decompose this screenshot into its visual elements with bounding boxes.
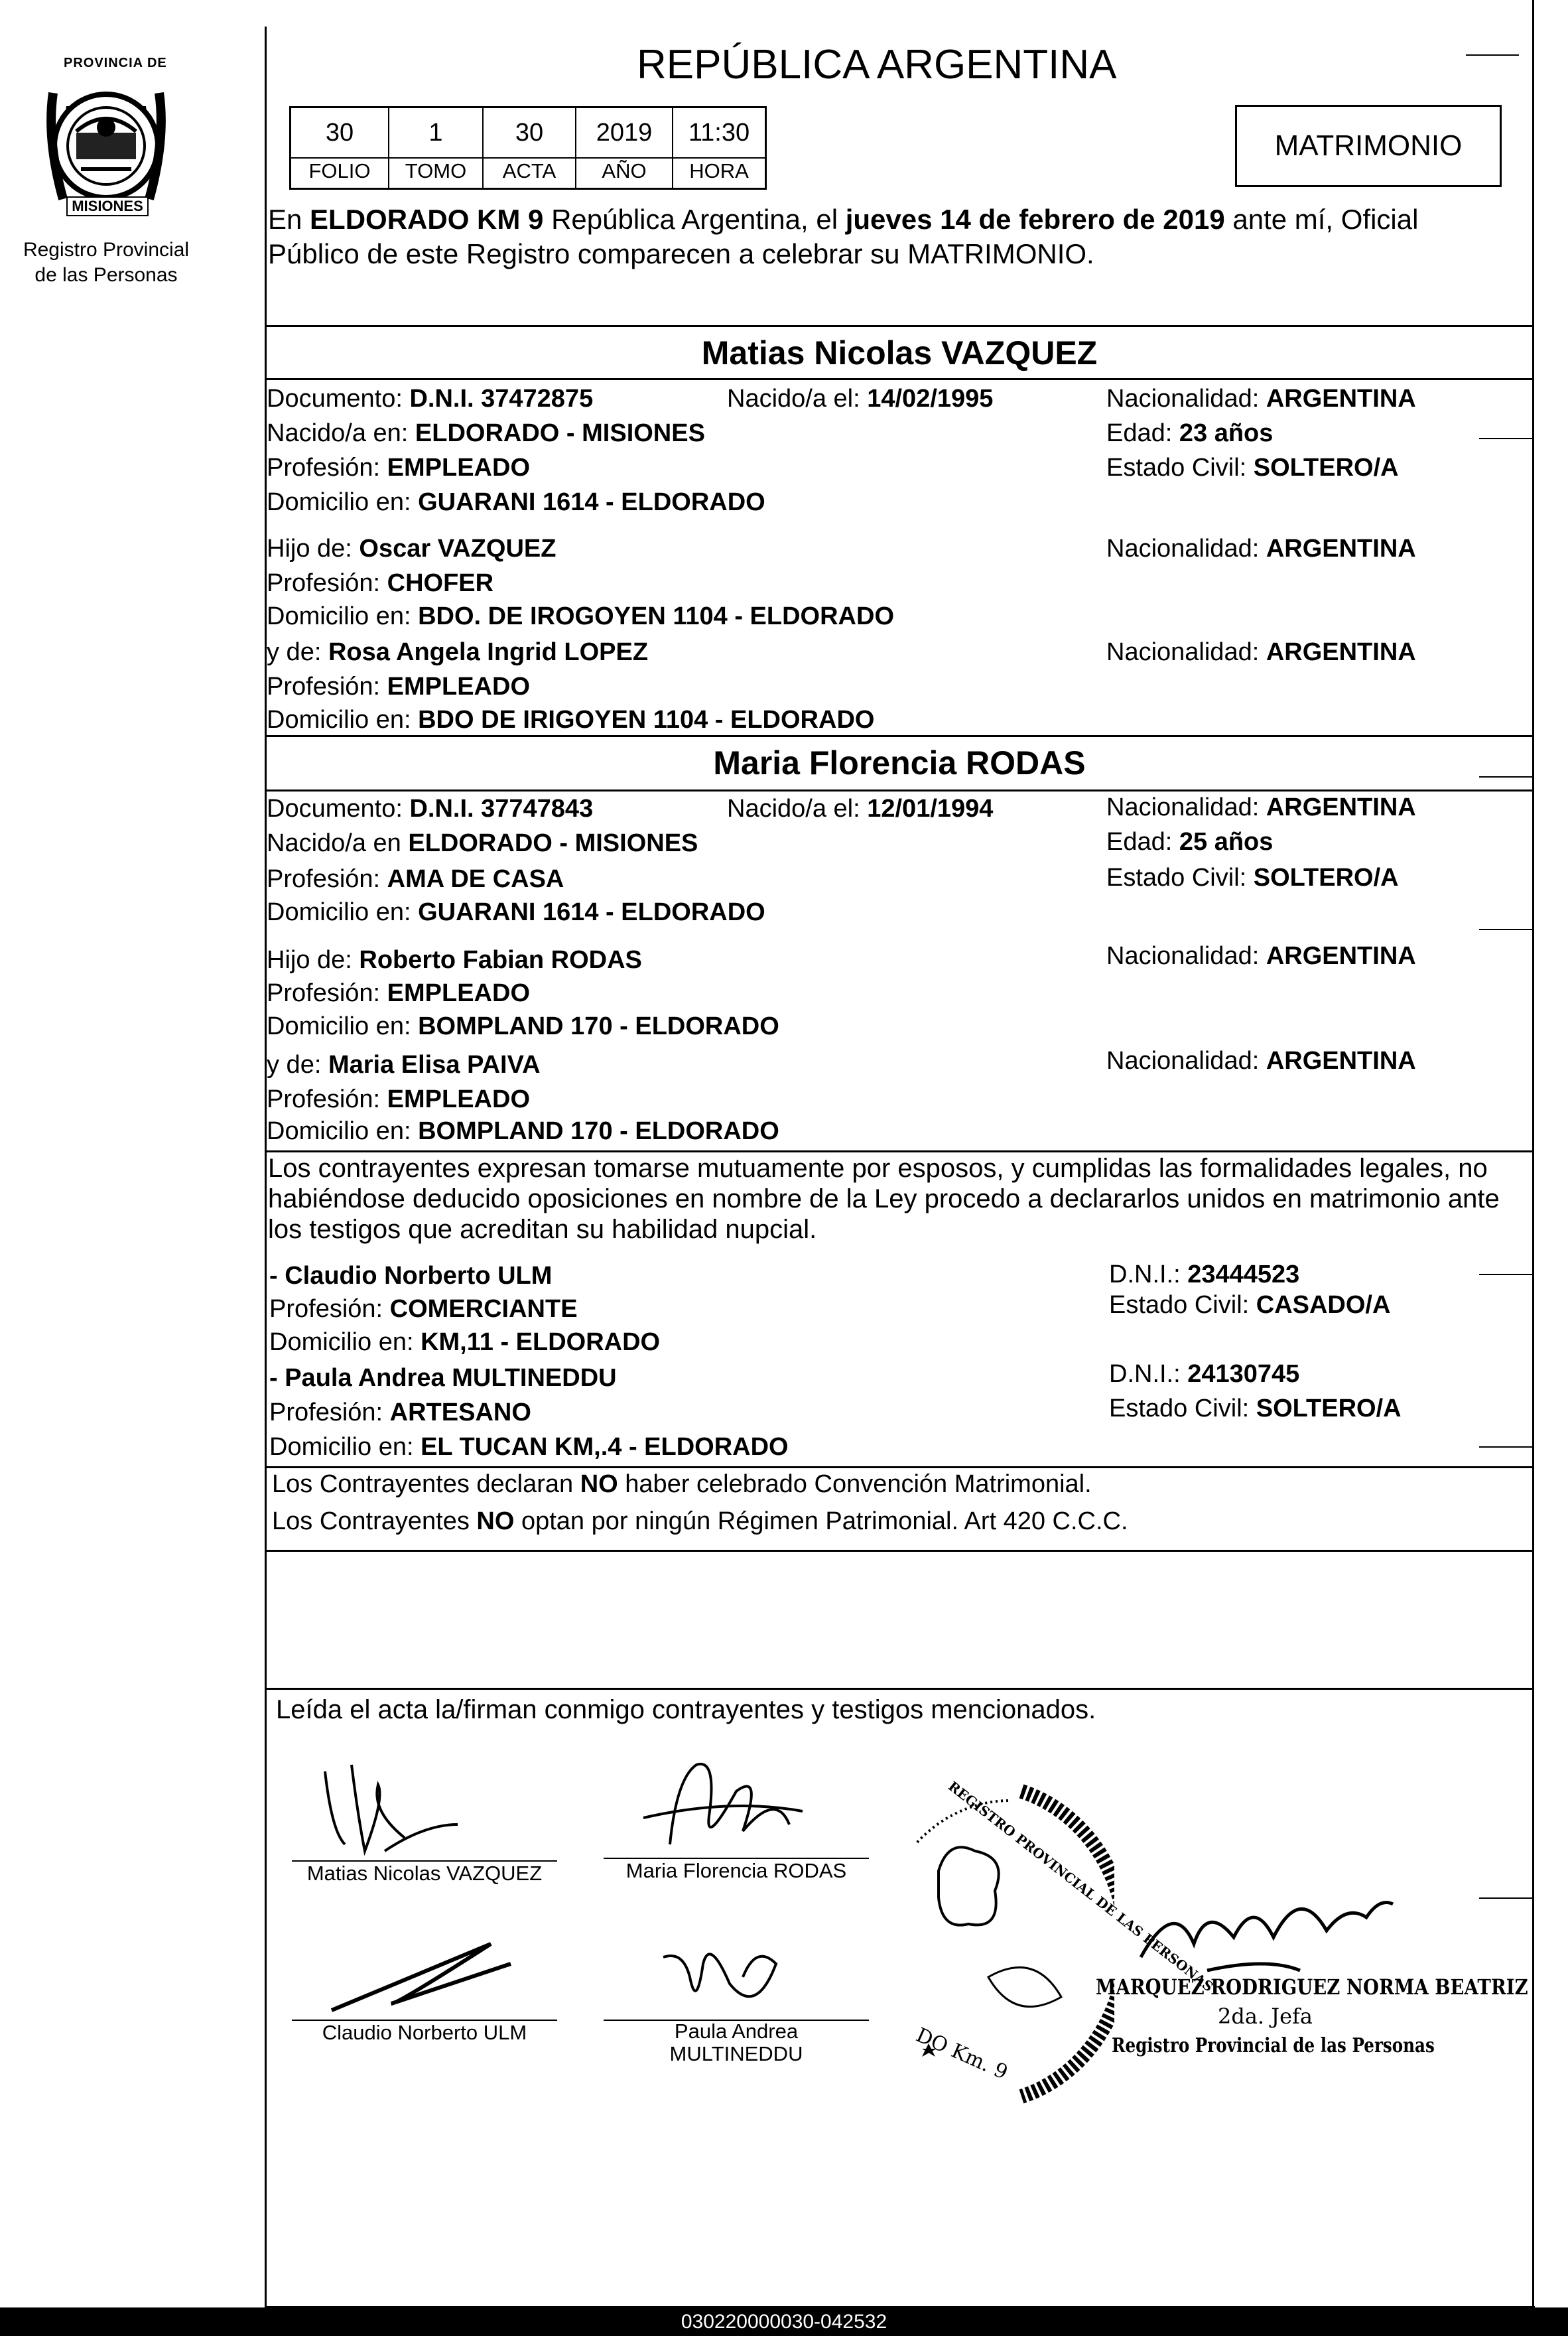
section-divider [265, 378, 1534, 380]
groom-mother-address: Domicilio en: BDO DE IRIGOYEN 1104 - ELDORADO [267, 706, 875, 734]
section-divider [265, 790, 1534, 791]
bride-document: Documento: D.N.I. 37747843 [267, 795, 594, 823]
groom-signature-icon [305, 1758, 478, 1864]
registry-line-1: Registro Provincial [23, 239, 190, 261]
groom-father-address: Domicilio en: BDO. DE IROGOYEN 1104 - ELDORADO [267, 602, 894, 630]
witness-2-civil-status: Estado Civil: SOLTERO/A [1109, 1395, 1402, 1422]
bride-father-address: Domicilio en: BOMPLAND 170 - ELDORADO [267, 1012, 779, 1040]
read-statement: Leída el acta la/firman conmigo contrayentes y testigos mencionados. [276, 1695, 1096, 1724]
scan-edge-mark [1479, 929, 1532, 930]
bride-mother: y de: Maria Elisa PAIVA [267, 1051, 541, 1079]
declaration-line-2: habiéndose deducido oposiciones en nombre de la Ley procedo a declararlos unidos en matrimonio ante [268, 1184, 1500, 1213]
bride-father-profession: Profesión: EMPLEADO [267, 979, 531, 1007]
bride-mother-profession: Profesión: EMPLEADO [267, 1085, 531, 1113]
official-name: MARQUEZ RODRIGUEZ NORMA BEATRIZ [1096, 1974, 1528, 2000]
bride-civil-status: Estado Civil: SOLTERO/A [1106, 864, 1399, 892]
groom-father-nationality: Nacionalidad: ARGENTINA [1106, 535, 1416, 563]
document-title: REPÚBLICA ARGENTINA [637, 42, 1117, 88]
declaration-line-3: los testigos que acreditan su habilidad nupcial. [268, 1215, 817, 1244]
witness-2-signature-label-2: MULTINEDDU [669, 2042, 803, 2065]
registry-line-2: de las Personas [34, 264, 178, 286]
scan-edge-mark [1479, 776, 1532, 778]
witness-1-dni: D.N.I.: 23444523 [1109, 1261, 1300, 1288]
witness-1-name: - Claudio Norberto ULM [269, 1262, 553, 1290]
field-folio: 30 FOLIO [291, 108, 389, 189]
groom-birth-place: Nacido/a en: ELDORADO - MISIONES [267, 419, 705, 447]
witness-1-signature-icon [318, 1937, 531, 2024]
groom-mother-nationality: Nacionalidad: ARGENTINA [1106, 638, 1416, 666]
scan-edge-mark [1479, 1897, 1532, 1899]
witness-2-signature-label-1: Paula Andrea [674, 2020, 799, 2043]
declaration-line-1: Los contrayentes expresan tomarse mutuamente por esposos, y cumplidas las formalidades legales, no [268, 1154, 1488, 1183]
field-tomo: 1 TOMO [389, 108, 484, 189]
bride-mother-nationality: Nacionalidad: ARGENTINA [1106, 1047, 1416, 1075]
bride-address: Domicilio en: GUARANI 1614 - ELDORADO [267, 898, 765, 926]
groom-profession: Profesión: EMPLEADO [267, 454, 531, 482]
field-anio: 2019 AÑO [576, 108, 673, 189]
intro-line-1: En ELDORADO KM 9 República Argentina, el jueves 14 de febrero de 2019 ante mí, Oficial [268, 204, 1419, 235]
groom-mother: y de: Rosa Angela Ingrid LOPEZ [267, 638, 649, 666]
intro-line-2: Público de este Registro comparecen a celebrar su MATRIMONIO. [268, 238, 1094, 269]
witness-1-signature-label: Claudio Norberto ULM [322, 2021, 527, 2044]
witness-2-signature-icon [657, 1937, 803, 2024]
groom-father: Hijo de: Oscar VAZQUEZ [267, 535, 556, 563]
section-divider [265, 735, 1534, 737]
section-divider [267, 1550, 1534, 1552]
scan-edge-mark [1466, 54, 1519, 56]
bride-signature-label: Maria Florencia RODAS [625, 1859, 847, 1882]
seal-text-bottom: MISIONES [66, 196, 149, 216]
witness-2-profession: Profesión: ARTESANO [269, 1399, 531, 1426]
bride-birth-date: Nacido/a el: 12/01/1994 [727, 795, 994, 823]
section-divider [267, 1466, 1534, 1468]
section-divider [265, 325, 1534, 327]
record-type-label: MATRIMONIO [1274, 129, 1463, 162]
witness-1-profession: Profesión: COMERCIANTE [269, 1295, 578, 1323]
official-office: Registro Provincial de las Personas [1112, 2034, 1435, 2057]
official-role: 2da. Jefa [1218, 2004, 1313, 2029]
groom-birth-date: Nacido/a el: 14/02/1995 [727, 385, 994, 413]
groom-address: Domicilio en: GUARANI 1614 - ELDORADO [267, 488, 765, 516]
witness-2-name: - Paula Andrea MULTINEDDU [269, 1364, 617, 1392]
groom-signature-label: Matias Nicolas VAZQUEZ [306, 1862, 543, 1885]
witness-2-address: Domicilio en: EL TUCAN KM,.4 - ELDORADO [269, 1433, 789, 1461]
groom-name: Matias Nicolas VAZQUEZ [701, 334, 1098, 372]
field-hora: 11:30 HORA [673, 108, 765, 189]
stamp-bottom-text: DO Km. 9 [912, 2024, 1012, 2085]
groom-civil-status: Estado Civil: SOLTERO/A [1106, 454, 1399, 482]
record-fields [289, 106, 767, 190]
official-signature-icon [1128, 1878, 1406, 1977]
section-divider [265, 1150, 1534, 1152]
document-code: 030220000030-042532 [681, 2311, 887, 2333]
bride-age: Edad: 25 años [1106, 828, 1274, 856]
witness-1-address: Domicilio en: KM,11 - ELDORADO [269, 1328, 661, 1356]
bride-father-nationality: Nacionalidad: ARGENTINA [1106, 942, 1416, 970]
section-divider [267, 1688, 1534, 1690]
bride-name: Maria Florencia RODAS [713, 744, 1086, 782]
convention-line-2: Los Contrayentes NO optan por ningún Régimen Patrimonial. Art 420 C.C.C. [272, 1507, 1128, 1535]
bride-signature-icon [630, 1752, 816, 1858]
bride-birth-place: Nacido/a en ELDORADO - MISIONES [267, 829, 698, 857]
scan-edge-mark [1479, 1446, 1532, 1448]
groom-document: Documento: D.N.I. 37472875 [267, 385, 594, 413]
witness-2-dni: D.N.I.: 24130745 [1109, 1360, 1300, 1388]
seal-text-top: PROVINCIA DE [64, 56, 167, 70]
convention-line-1: Los Contrayentes declaran NO haber celebrado Convención Matrimonial. [272, 1470, 1092, 1498]
bride-profession: Profesión: AMA DE CASA [267, 865, 564, 893]
groom-mother-profession: Profesión: EMPLEADO [267, 673, 531, 701]
witness-1-civil-status: Estado Civil: CASADO/A [1109, 1291, 1391, 1319]
scan-edge-mark [1479, 1274, 1532, 1275]
bride-father: Hijo de: Roberto Fabian RODAS [267, 946, 642, 974]
groom-father-profession: Profesión: CHOFER [267, 569, 494, 597]
field-acta: 30 ACTA [484, 108, 576, 189]
scan-edge-mark [1479, 438, 1532, 439]
bride-nationality: Nacionalidad: ARGENTINA [1106, 793, 1416, 821]
groom-age: Edad: 23 años [1106, 419, 1274, 447]
stamp-top-text: REGISTRO PROVINCIAL DE LAS PERSONAS [945, 1778, 1216, 1995]
bride-mother-address: Domicilio en: BOMPLAND 170 - ELDORADO [267, 1117, 779, 1145]
groom-nationality: Nacionalidad: ARGENTINA [1106, 385, 1416, 413]
